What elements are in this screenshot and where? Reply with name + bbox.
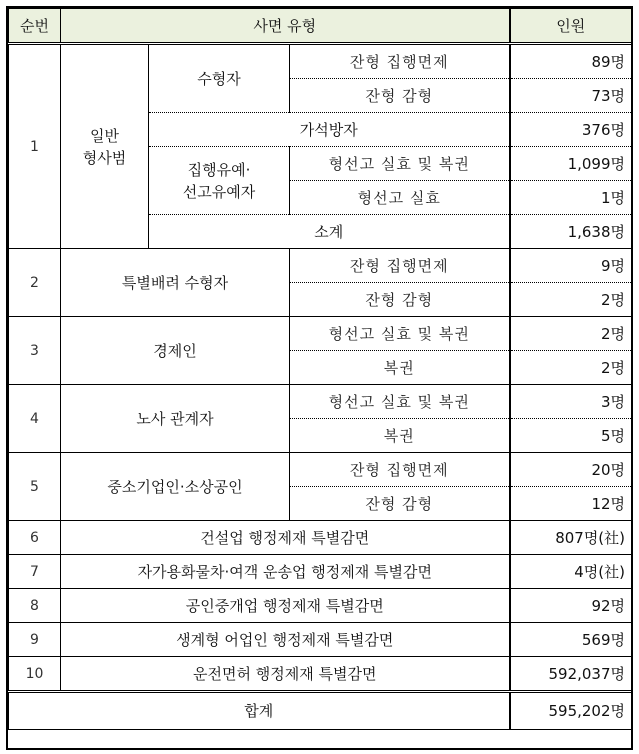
item-label: 잔형 감형 — [290, 283, 510, 317]
row-no: 9 — [9, 623, 61, 657]
item-label: 복권 — [290, 419, 510, 453]
item-count: 9명 — [510, 249, 632, 283]
subcategory-cell — [149, 147, 290, 215]
item-label: 형선고 실효 — [290, 181, 510, 215]
row-no: 1 — [9, 44, 61, 249]
table-row — [9, 453, 632, 487]
pardon-table-frame — [6, 6, 633, 750]
row-label: 생계형 어업인 행정제재 특별감면 — [61, 623, 510, 657]
row-no: 8 — [9, 589, 61, 623]
item-count: 89명 — [510, 44, 632, 79]
item-label: 잔형 집행면제 — [290, 44, 510, 79]
row-no: 3 — [9, 317, 61, 385]
category-cell: 중소기업인·소상공인 — [61, 453, 290, 521]
item-label: 형선고 실효 및 복권 — [290, 147, 510, 181]
table-row — [9, 385, 632, 419]
table-row — [9, 623, 632, 657]
category-line: 형사범 — [82, 148, 127, 167]
row-no: 2 — [9, 249, 61, 317]
row-label: 자가용화물차·여객 운송업 행정제재 특별감면 — [61, 555, 510, 589]
row-count: 592,037명 — [510, 657, 632, 692]
item-label: 잔형 집행면제 — [290, 249, 510, 283]
item-count: 1,099명 — [510, 147, 632, 181]
item-count: 12명 — [510, 487, 632, 521]
item-count: 20명 — [510, 453, 632, 487]
row-no: 5 — [9, 453, 61, 521]
item-count: 2명 — [510, 351, 632, 385]
row-count: 92명 — [510, 589, 632, 623]
row-no: 6 — [9, 521, 61, 555]
table-row — [9, 657, 632, 692]
table-row — [9, 317, 632, 351]
row-no: 10 — [9, 657, 61, 692]
row-count: 569명 — [510, 623, 632, 657]
row-label: 건설업 행정제재 특별감면 — [61, 521, 510, 555]
table-row — [9, 521, 632, 555]
pardon-table — [8, 8, 632, 730]
table-row — [9, 589, 632, 623]
total-label: 합계 — [9, 692, 510, 730]
subtotal-label: 소계 — [149, 215, 510, 249]
item-label: 형선고 실효 및 복권 — [290, 317, 510, 351]
item-label: 가석방자 — [149, 113, 510, 147]
row-label: 공인중개업 행정제재 특별감면 — [61, 589, 510, 623]
item-label: 잔형 감형 — [290, 487, 510, 521]
category-cell: 특별배려 수형자 — [61, 249, 290, 317]
table-row — [9, 555, 632, 589]
category-cell: 경제인 — [61, 317, 290, 385]
total-count: 595,202명 — [510, 692, 632, 730]
category-cell: 노사 관계자 — [61, 385, 290, 453]
header-count: 인원 — [510, 9, 632, 44]
item-count: 376명 — [510, 113, 632, 147]
category-cell — [61, 44, 149, 249]
item-count: 2명 — [510, 283, 632, 317]
row-no: 7 — [9, 555, 61, 589]
item-label: 형선고 실효 및 복권 — [290, 385, 510, 419]
header-no: 순번 — [9, 9, 61, 44]
table-row — [9, 44, 632, 79]
item-label: 잔형 집행면제 — [290, 453, 510, 487]
subcategory-line: 선고유예자 — [182, 182, 256, 201]
row-count: 4명(社) — [510, 555, 632, 589]
subcategory-cell: 수형자 — [149, 44, 290, 113]
item-count: 1명 — [510, 181, 632, 215]
category-line: 일반 — [90, 126, 119, 145]
subtotal-count: 1,638명 — [510, 215, 632, 249]
subcategory-line: 집행유예· — [187, 160, 251, 179]
item-label: 잔형 감형 — [290, 79, 510, 113]
item-count: 5명 — [510, 419, 632, 453]
item-count: 2명 — [510, 317, 632, 351]
header-row — [9, 9, 632, 44]
table-row — [9, 249, 632, 283]
total-row — [9, 692, 632, 730]
row-count: 807명(社) — [510, 521, 632, 555]
row-no: 4 — [9, 385, 61, 453]
row-label: 운전면허 행정제재 특별감면 — [61, 657, 510, 692]
item-count: 73명 — [510, 79, 632, 113]
item-count: 3명 — [510, 385, 632, 419]
header-type: 사면 유형 — [61, 9, 510, 44]
item-label: 복권 — [290, 351, 510, 385]
